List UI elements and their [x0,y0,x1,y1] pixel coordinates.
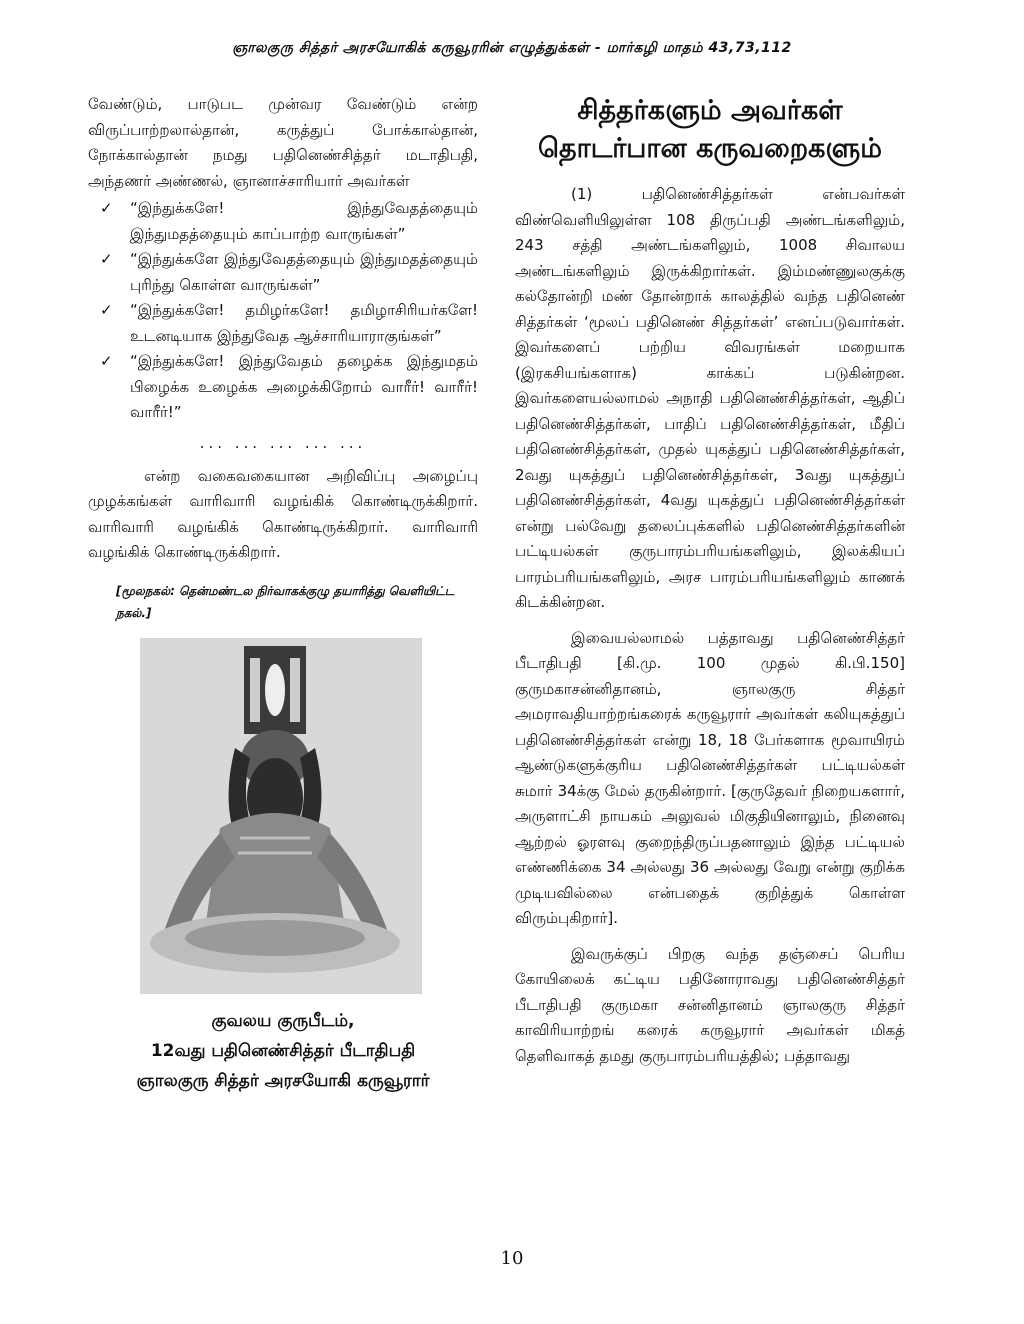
right-column [515,92,905,1069]
seated-guru-image [140,638,422,994]
body-paragraph: இவையல்லாமல் பத்தாவது பதினெண்சித்தர் பீடாதிபதி [கி.மு. 100 முதல் கி.பி.150] குருமகாசன்னிதானம், ஞாலகுரு சித்தர் அமராவதியாற்றங்கரைக் கருவூரார் அவர்கள் கலியுகத்துப் பதினெண்சித்தர்கள் என்று 18, 18 பேர்களாக மூவாயிரம் ஆண்டுகளுக்குரிய பதினெண்சித்தர்கள் பட்டியல்கள் சுமார் 34க்கு மேல் தருகின்றார். [குருதேவர் நிறையகளார், அருளாட்சி நாயகம் அலுவல் மிகுதியினாலும், நினைவு ஆற்றல் ஓரளவு குறைந்திருப்பதனாலும் இந்த பட்டியல் எண்ணிக்கை 34 அல்லது 36 அல்லது வேறு என்று குறிக்க முடியவில்லை என்பதைக் குறித்துக் கொள்ள விரும்புகிறார்]. [515,628,905,927]
check-icon: ✓ [100,352,113,370]
page-number: 10 [500,1248,524,1269]
intro-paragraph: வேண்டும், பாடுபட முன்வர வேண்டும் என்ற விருப்பாற்றலால்தான், கருத்துப் போக்கால்தான், நோக்கால்தான் நமது பதினெண்சித்தர் மடாதிபதி, அந்தணர் அண்ணல், ஞானாச்சாரியார் அவர்கள் [88,95,478,190]
check-icon: ✓ [100,199,113,217]
list-item [88,298,478,349]
proclamation-list [88,196,478,426]
body-paragraph: இவருக்குப் பிறகு வந்த தஞ்சைப் பெரிய கோயிலைக் கட்டிய பதினோராவது பதினெண்சித்தர் பீடாதிபதி குருமகா சன்னிதானம் ஞாலகுரு சித்தர் காவிரியாற்றங் கரைக் கருவூரார் அவர்கள் மிகத் தெளிவாகத் தமது குருபாரம்பரியத்தில்; பத்தாவது [515,944,905,1065]
caption-line: 12வது பதினெண்சித்தர் பீடாதிபதி [150,1040,416,1061]
check-icon: ✓ [100,250,113,268]
ellipsis-separator: ... ... ... ... ... [199,433,367,452]
list-item-text: “இந்துக்களே! இந்துவேதம் தழைக்க இந்துமதம் பிழைக்க உழைக்க அழைக்கிறோம் வாரீர்! வாரீர்! வாரீர்!” [130,352,478,421]
source-note: [மூலநகல்: தென்மண்டல நிர்வாகக்குழு தயாரித்து வெளியிட்ட நகல்.] [116,583,455,620]
left-column [88,92,478,1096]
closing-paragraph: என்ற வகைவகையான அறிவிப்பு அழைப்பு முழக்கங்கள் வாரிவாரி வழங்கிக் கொண்டிருக்கிறார். வாரிவாரி வழங்கிக் கொண்டிருக்கிறார். வாரிவாரி வழங்கிக் கொண்டிருக்கிறார். [88,466,478,561]
title-line: சித்தர்களும் அவர்கள் [577,95,843,126]
list-item-text: “இந்துக்களே! தமிழர்களே! தமிழாசிரியர்களே! உடனடியாக இந்துவேத ஆச்சாரியாராகுங்கள்” [130,301,478,345]
list-item [88,349,478,426]
list-item-text: “இந்துக்களே இந்துவேதத்தையும் இந்துமதத்தையும் புரிந்து கொள்ள வாருங்கள்” [130,250,478,294]
list-item [88,247,478,298]
body-paragraph: (1) பதினெண்சித்தர்கள் என்பவர்கள் விண்வெளியிலுள்ள 108 திருப்பதி அண்டங்களிலும், 243 சத்தி அண்டங்களிலும், 1008 சிவாலய அண்டங்களிலும் இருக்கிறார்கள். இம்மண்ணுலகுக்கு கல்தோன்றி மண் தோன்றாக் காலத்தில் வந்த பதினெண் சித்தர்கள் ‘மூலப் பதினெண் சித்தர்கள்’ எனப்படுவார்கள். இவர்களைப் பற்றிய விவரங்கள் மறையாக (இரகசியங்களாக) காக்கப் படுகின்றன. இவர்களையல்லாமல் அநாதி பதினெண்சித்தர்கள், ஆதிப் பதினெண்சித்தர்கள், பாதிப் பதினெண்சித்தர்கள், மீதிப் பதினெண்சித்தர்கள், முதல் யுகத்துப் பதினெண்சித்தர்கள், 2வது யுகத்துப் பதினெண்சித்தர்கள், 3வது யுகத்துப் பதினெண்சித்தர்கள், 4வது யுகத்துப் பதினெண்சித்தர்கள் என்று பல்வேறு தலைப்புக்களில் பதினெண்சித்தர்களின் பட்டியல்கள் குருபாரம்பரியங்களிலும், இலக்கியப் பாரம்பரியங்களிலும், அரச பாரம்பரியங்களிலும் காணக் கிடக்கின்றன. [515,185,905,611]
list-item-text: “இந்துக்களே! இந்துவேதத்தையும் இந்துமதத்தையும் காப்பாற்ற வாருங்கள்” [130,199,478,243]
title-line: தொடர்பான கருவறைகளும் [538,133,882,164]
list-item [88,196,478,247]
caption-line: குவலய குருபீடம், [211,1010,355,1031]
article-title [515,92,905,168]
photo-caption [88,1006,478,1096]
running-header: ஞாலகுரு சித்தர் அரசயோகிக் கருவூரரின் எழுத்துக்கள் - மார்கழி மாதம் 43,73,112 [232,40,792,56]
caption-line: ஞாலகுரு சித்தர் அரசயோகி கருவூரார் [136,1070,430,1091]
guru-photo [140,638,422,994]
check-icon: ✓ [100,301,113,319]
